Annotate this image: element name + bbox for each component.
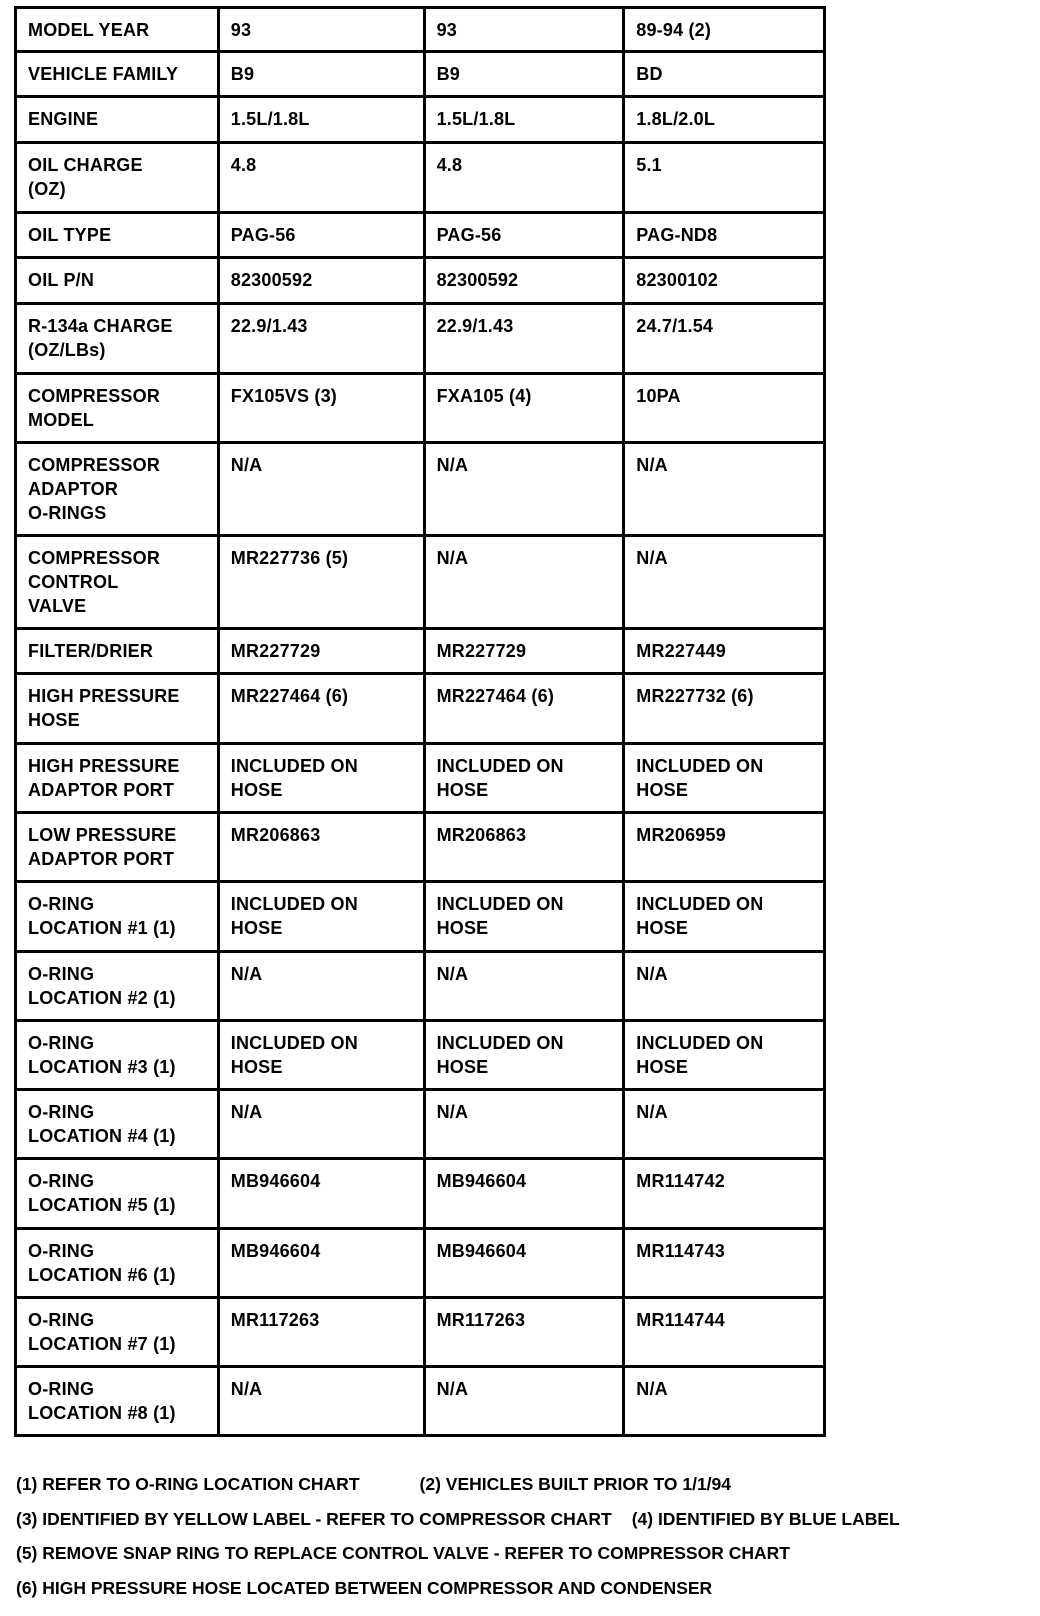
table-cell: MR227729 [424, 629, 624, 674]
table-row [16, 536, 825, 629]
table-row [16, 813, 825, 882]
table-row [16, 1021, 825, 1090]
table-cell: 1.5L/1.8L [424, 97, 624, 143]
table-row [16, 374, 825, 443]
table-cell: 24.7/1.54 [624, 304, 825, 374]
table-cell: FX105VS (3) [218, 374, 424, 443]
table-row [16, 1229, 825, 1298]
table-cell: MR114743 [624, 1229, 825, 1298]
table-row [16, 744, 825, 813]
row-label: ENGINE [16, 97, 219, 143]
table-cell: 22.9/1.43 [424, 304, 624, 374]
table-cell: INCLUDED ON HOSE [218, 1021, 424, 1090]
table-row [16, 213, 825, 258]
table-cell: N/A [218, 1090, 424, 1159]
row-label: VEHICLE FAMILY [16, 52, 219, 97]
table-cell: B9 [424, 52, 624, 97]
footnote-line-2 [16, 1502, 1036, 1537]
table-cell: 4.8 [218, 143, 424, 213]
table-row [16, 882, 825, 952]
table-cell: N/A [424, 1090, 624, 1159]
table-cell: 82300592 [218, 258, 424, 304]
row-label: O-RING LOCATION #4 (1) [16, 1090, 219, 1159]
table-cell: N/A [218, 1367, 424, 1436]
table-cell: N/A [624, 952, 825, 1021]
table-cell: 1.5L/1.8L [218, 97, 424, 143]
table-cell: INCLUDED ON HOSE [624, 882, 825, 952]
table-cell: INCLUDED ON HOSE [424, 882, 624, 952]
table-row [16, 952, 825, 1021]
table-cell: MR206863 [424, 813, 624, 882]
table-cell: INCLUDED ON HOSE [218, 744, 424, 813]
row-label: O-RING LOCATION #3 (1) [16, 1021, 219, 1090]
table-cell: N/A [624, 1090, 825, 1159]
table-cell: N/A [424, 536, 624, 629]
row-label: COMPRESSOR MODEL [16, 374, 219, 443]
table-cell: MR114742 [624, 1159, 825, 1229]
table-cell: 22.9/1.43 [218, 304, 424, 374]
table-cell: MR227736 (5) [218, 536, 424, 629]
table-cell: N/A [624, 536, 825, 629]
row-label: HIGH PRESSURE HOSE [16, 674, 219, 744]
table-cell: PAG-56 [424, 213, 624, 258]
table-cell: MR206959 [624, 813, 825, 882]
table-cell: MR206863 [218, 813, 424, 882]
row-label: LOW PRESSURE ADAPTOR PORT [16, 813, 219, 882]
table-cell: MR227729 [218, 629, 424, 674]
row-label: O-RING LOCATION #5 (1) [16, 1159, 219, 1229]
table-cell: N/A [424, 952, 624, 1021]
specification-table [14, 6, 826, 1437]
table-row [16, 1090, 825, 1159]
row-label: OIL P/N [16, 258, 219, 304]
specification-table-body [16, 8, 825, 1436]
table-cell: N/A [218, 443, 424, 536]
table-cell: INCLUDED ON HOSE [624, 744, 825, 813]
row-label: COMPRESSOR ADAPTOR O-RINGS [16, 443, 219, 536]
row-label: O-RING LOCATION #8 (1) [16, 1367, 219, 1436]
table-cell: 82300102 [624, 258, 825, 304]
footnote-6: (6) HIGH PRESSURE HOSE LOCATED BETWEEN COMPRESSOR AND CONDENSER [16, 1577, 713, 1598]
table-row [16, 304, 825, 374]
table-row [16, 674, 825, 744]
row-label: HIGH PRESSURE ADAPTOR PORT [16, 744, 219, 813]
table-cell: MR227732 (6) [624, 674, 825, 744]
footnote-2: (2) VEHICLES BUILT PRIOR TO 1/1/94 [419, 1474, 732, 1494]
row-label: COMPRESSOR CONTROL VALVE [16, 536, 219, 629]
table-cell: INCLUDED ON HOSE [218, 882, 424, 952]
table-cell: 5.1 [624, 143, 825, 213]
table-row [16, 8, 825, 52]
footnote-1: (1) REFER TO O-RING LOCATION CHART [16, 1474, 360, 1494]
table-cell: PAG-ND8 [624, 213, 825, 258]
table-row [16, 258, 825, 304]
table-cell: FXA105 (4) [424, 374, 624, 443]
row-label: OIL TYPE [16, 213, 219, 258]
table-cell: MR117263 [218, 1298, 424, 1367]
table-cell: MR227464 (6) [218, 674, 424, 744]
table-row [16, 1367, 825, 1436]
table-row [16, 1298, 825, 1367]
table-row [16, 629, 825, 674]
row-label: FILTER/DRIER [16, 629, 219, 674]
table-cell: MB946604 [424, 1229, 624, 1298]
footnotes [16, 1467, 1036, 1605]
table-row [16, 52, 825, 97]
table-cell: MB946604 [218, 1229, 424, 1298]
table-row [16, 1159, 825, 1229]
footnote-3: (3) IDENTIFIED BY YELLOW LABEL - REFER TO COMPRESSOR CHART [16, 1508, 612, 1529]
table-cell: MR117263 [424, 1298, 624, 1367]
footnote-line-4 [16, 1571, 1036, 1606]
table-cell: 93 [218, 8, 424, 52]
table-cell: PAG-56 [218, 213, 424, 258]
row-label: MODEL YEAR [16, 8, 219, 52]
row-label: O-RING LOCATION #1 (1) [16, 882, 219, 952]
table-cell: 4.8 [424, 143, 624, 213]
table-cell: BD [624, 52, 825, 97]
table-cell: INCLUDED ON HOSE [624, 1021, 825, 1090]
table-cell: N/A [624, 1367, 825, 1436]
footnote-line-3 [16, 1536, 1036, 1571]
footnote-5: (5) REMOVE SNAP RING TO REPLACE CONTROL VALVE - REFER TO COMPRESSOR CHART [16, 1543, 790, 1563]
footnote-line-1 [16, 1467, 1036, 1502]
table-cell: MB946604 [424, 1159, 624, 1229]
table-cell: MB946604 [218, 1159, 424, 1229]
row-label: O-RING LOCATION #2 (1) [16, 952, 219, 1021]
table-cell: 93 [424, 8, 624, 52]
table-cell: B9 [218, 52, 424, 97]
table-cell: MR114744 [624, 1298, 825, 1367]
row-label: O-RING LOCATION #7 (1) [16, 1298, 219, 1367]
table-cell: N/A [424, 1367, 624, 1436]
table-cell: MR227449 [624, 629, 825, 674]
row-label: O-RING LOCATION #6 (1) [16, 1229, 219, 1298]
row-label: R-134a CHARGE (OZ/LBs) [16, 304, 219, 374]
table-cell: INCLUDED ON HOSE [424, 744, 624, 813]
table-cell: 89-94 (2) [624, 8, 825, 52]
table-cell: N/A [218, 952, 424, 1021]
footnote-4: (4) IDENTIFIED BY BLUE LABEL [631, 1508, 900, 1529]
table-cell: 82300592 [424, 258, 624, 304]
table-cell: 10PA [624, 374, 825, 443]
table-cell: 1.8L/2.0L [624, 97, 825, 143]
table-cell: N/A [424, 443, 624, 536]
table-row [16, 143, 825, 213]
table-row [16, 97, 825, 143]
table-cell: MR227464 (6) [424, 674, 624, 744]
table-cell: N/A [624, 443, 825, 536]
table-cell: INCLUDED ON HOSE [424, 1021, 624, 1090]
table-row [16, 443, 825, 536]
row-label: OIL CHARGE (OZ) [16, 143, 219, 213]
